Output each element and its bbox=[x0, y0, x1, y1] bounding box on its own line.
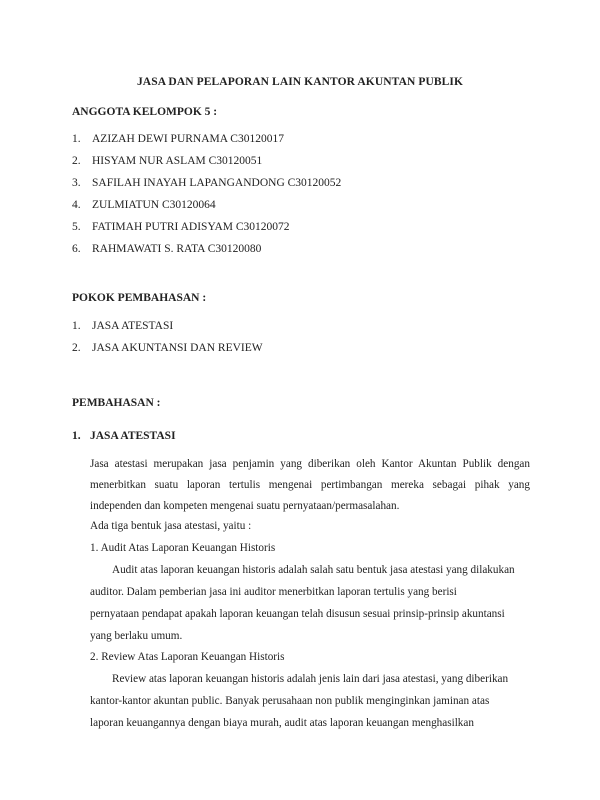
section-1-heading: 1. JASA ATESTASI bbox=[72, 430, 176, 442]
body-line: auditor. Dalam pemberian jasa ini auditor menerbitkan laporan tertulis yang berisi bbox=[90, 586, 457, 598]
list-item: 3. SAFILAH INAYAH LAPANGANDONG C30120052 bbox=[72, 177, 342, 189]
document-title: JASA DAN PELAPORAN LAIN KANTOR AKUNTAN PUBLIK bbox=[136, 76, 464, 88]
body-line: pernyataan pendapat apakah laporan keuangan telah disusun sesuai prinsip-prinsip akuntansi bbox=[90, 608, 505, 620]
discussion-heading: PEMBAHASAN : bbox=[72, 397, 161, 409]
body-line: yang berlaku umum. bbox=[90, 630, 183, 642]
subheading-audit: 1. Audit Atas Laporan Keuangan Historis bbox=[90, 542, 276, 554]
body-line: menerbitkan suatu laporan tertulis mengenai pertimbangan mereka sebagai pihak yang bbox=[90, 479, 530, 491]
members-list bbox=[72, 128, 341, 260]
list-item: 1. AZIZAH DEWI PURNAMA C30120017 bbox=[72, 133, 284, 145]
list-item: 5. FATIMAH PUTRI ADISYAM C30120072 bbox=[72, 221, 290, 233]
list-item: 1. JASA ATESTASI bbox=[72, 320, 174, 332]
body-line: kantor-kantor akuntan public. Banyak perusahaan non publik menginginkan jaminan atas bbox=[90, 695, 490, 707]
topics-heading: POKOK PEMBAHASAN : bbox=[72, 292, 207, 304]
topics-list bbox=[72, 315, 263, 359]
body-line: Audit atas laporan keuangan historis adalah salah satu bentuk jasa atestasi yang dilakukan bbox=[112, 564, 515, 576]
list-item: 6. RAHMAWATI S. RATA C30120080 bbox=[72, 243, 262, 255]
body-line: Ada tiga bentuk jasa atestasi, yaitu : bbox=[90, 520, 252, 532]
subheading-review: 2. Review Atas Laporan Keuangan Historis bbox=[90, 651, 285, 663]
body-line: laporan keuangannya dengan biaya murah, audit atas laporan keuangan menghasilkan bbox=[90, 717, 474, 729]
body-line: Jasa atestasi merupakan jasa penjamin yang diberikan oleh Kantor Akuntan Publik dengan bbox=[90, 458, 530, 470]
body-line: independen dan kompeten mengenai suatu pernyataan/permasalahan. bbox=[90, 500, 400, 512]
body-line: Review atas laporan keuangan historis adalah jenis lain dari jasa atestasi, yang diberikan bbox=[112, 673, 509, 685]
list-item: 2. HISYAM NUR ASLAM C30120051 bbox=[72, 155, 263, 167]
list-item: 2. JASA AKUNTANSI DAN REVIEW bbox=[72, 342, 263, 354]
list-item: 4. ZULMIATUN C30120064 bbox=[72, 199, 216, 211]
members-heading: ANGGOTA KELOMPOK 5 : bbox=[72, 106, 218, 118]
